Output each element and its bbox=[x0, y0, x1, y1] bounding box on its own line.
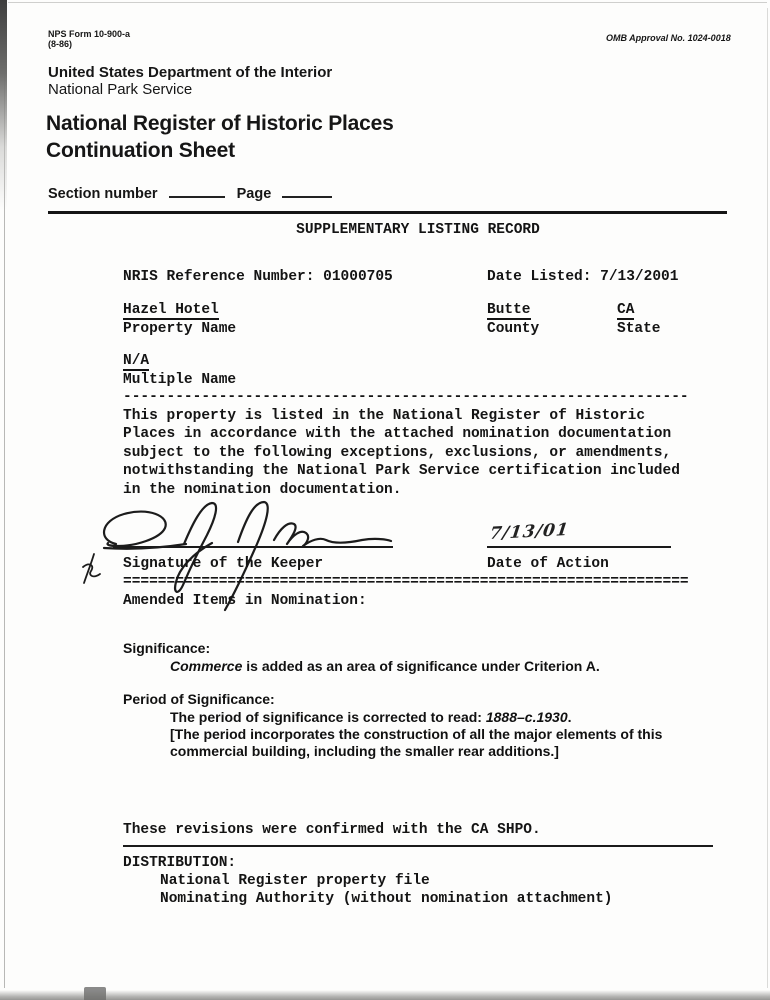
document-title-line1: National Register of Historic Places bbox=[46, 112, 394, 135]
signature-label: Signature of the Keeper bbox=[123, 556, 324, 572]
state-value: CA bbox=[617, 302, 635, 318]
period-suffix: . bbox=[567, 709, 572, 725]
period-correction bbox=[170, 709, 572, 727]
significance-heading: Significance: bbox=[123, 640, 211, 656]
section-page-row bbox=[48, 185, 332, 202]
department-name: United States Department of the Interior bbox=[48, 64, 333, 81]
period-emphasis: 1888–c.1930 bbox=[485, 709, 568, 725]
scan-edge-left-shadow bbox=[0, 0, 7, 210]
section-number-label: Section number bbox=[48, 186, 158, 202]
form-number-line1: NPS Form 10-900-a bbox=[48, 29, 131, 39]
service-name: National Park Service bbox=[48, 81, 193, 98]
date-of-action-line bbox=[487, 546, 671, 548]
certification-line: subject to the following exceptions, exclusions, or amendments, bbox=[123, 444, 672, 461]
confirmation-text: These revisions were confirmed with the CA SHPO. bbox=[123, 822, 541, 838]
certification-line: in the nomination documentation. bbox=[123, 481, 402, 498]
certification-line: This property is listed in the National Register of Historic bbox=[123, 408, 646, 424]
record-heading: SUPPLEMENTARY LISTING RECORD bbox=[296, 222, 540, 238]
period-heading: Period of Significance: bbox=[123, 691, 275, 707]
page-blank bbox=[282, 185, 332, 198]
certification-line: notwithstanding the National Park Service certification included bbox=[123, 463, 680, 480]
margin-mark bbox=[80, 552, 104, 586]
property-name-value: Hazel Hotel bbox=[123, 302, 219, 318]
distribution-item: Nominating Authority (without nomination attachment) bbox=[160, 891, 613, 907]
significance-emphasis: Commerce bbox=[170, 658, 243, 674]
omb-approval: OMB Approval No. 1024-0018 bbox=[606, 33, 731, 43]
document-title-line2: Continuation Sheet bbox=[46, 139, 235, 162]
nris-reference: NRIS Reference Number: 01000705 bbox=[123, 269, 393, 285]
form-number bbox=[48, 29, 130, 49]
period-prefix: The period of significance is corrected to read: bbox=[170, 709, 486, 725]
scan-edge-top bbox=[8, 2, 767, 3]
certification-paragraph bbox=[123, 407, 680, 499]
multiple-name-value: N/A bbox=[123, 353, 150, 369]
form-number-line2: (8-86) bbox=[48, 39, 73, 49]
significance-rest: is added as an area of significance under Criterion A. bbox=[242, 658, 600, 674]
date-of-action-label: Date of Action bbox=[487, 556, 609, 572]
period-note-line1: [The period incorporates the construction of all the major elements of this bbox=[170, 726, 663, 742]
county-label: County bbox=[487, 321, 540, 337]
footer-divider bbox=[123, 845, 713, 847]
period-note-line2: commercial building, including the smaller rear additions.] bbox=[170, 743, 559, 759]
scan-edge-bottom bbox=[0, 990, 770, 1000]
scan-edge-right bbox=[767, 8, 768, 988]
multiple-name-label: Multiple Name bbox=[123, 372, 237, 388]
document-title bbox=[46, 110, 394, 164]
distribution-item: National Register property file bbox=[160, 873, 430, 889]
date-of-action-value: 7/13/01 bbox=[488, 519, 571, 545]
equals-separator: ================================================================= bbox=[123, 574, 689, 590]
certification-line: Places in accordance with the attached nomination documentation bbox=[123, 426, 672, 443]
header-divider bbox=[48, 211, 727, 214]
margin-mark-svg bbox=[80, 552, 104, 586]
county-value: Butte bbox=[487, 302, 531, 318]
significance-text bbox=[170, 658, 600, 676]
date-listed: Date Listed: 7/13/2001 bbox=[487, 269, 679, 285]
signature-line bbox=[113, 546, 393, 548]
dashed-separator: ----------------------------------------------------------------- bbox=[123, 389, 689, 405]
amended-items-label: Amended Items in Nomination: bbox=[123, 593, 367, 609]
property-name-label: Property Name bbox=[123, 321, 237, 337]
page-label: Page bbox=[236, 186, 272, 202]
distribution-heading: DISTRIBUTION: bbox=[123, 855, 237, 871]
section-number-blank bbox=[169, 185, 225, 198]
state-label: State bbox=[617, 321, 661, 337]
scan-edge-bottom-mark bbox=[84, 987, 106, 1000]
